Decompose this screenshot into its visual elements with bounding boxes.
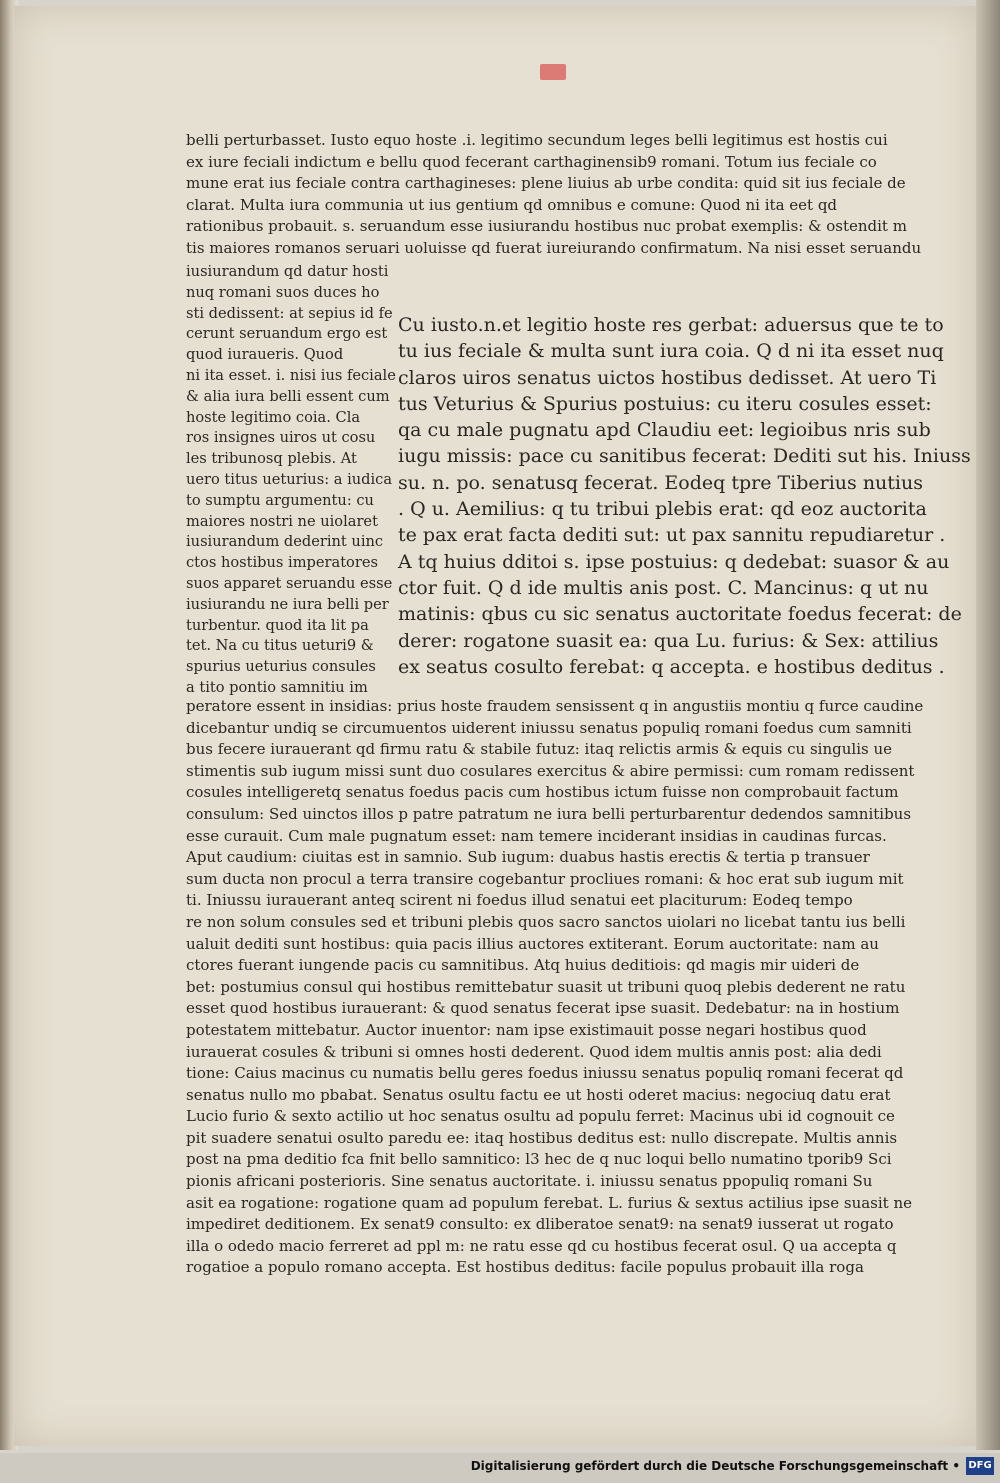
text-line: pionis africani posterioris. Sine senatus auctoritate. i. iniussu senatus ppopuliq romani Su bbox=[186, 1172, 873, 1191]
text-line: post na pma deditio fca fnit bello samnitico: l3 hec de q nuc loqui bello numatino tporib9 Sci bbox=[186, 1150, 892, 1169]
red-stamp-mark bbox=[540, 64, 566, 80]
text-line: ti. Iniussu iurauerant anteq scirent ni foedus illud senatui eet placiturum: Eodeq tempo bbox=[186, 891, 853, 910]
text-line: rationibus probauit. s. seruandum esse iusiurandu hostibus nuc probat exemplis: & ostendit m bbox=[186, 217, 907, 236]
dfg-logo: DFG bbox=[966, 1457, 994, 1475]
text-line: asit ea rogatione: rogatione quam ad populum ferebat. L. furius & sextus actilius ipse suasit ne bbox=[186, 1193, 913, 1212]
text-line: tu ius feciale & multa sunt iura coia. Q d ni ita esset nuq bbox=[398, 340, 944, 363]
text-line: dicebantur undiq se circumuentos uiderent iniussu senatus populiq romani foedus cum samniti bbox=[186, 718, 912, 737]
text-line: clarat. Multa iura communia ut ius gentium qd omnibus e comune: Quod ni ita eet qd bbox=[186, 195, 838, 214]
text-line: cerunt seruandum ergo est bbox=[186, 325, 388, 343]
text-line: & alia iura belli essent cum bbox=[186, 387, 390, 405]
text-line: stimentis sub iugum missi sunt duo cosulares exercitus & abire permissi: cum romam redissent bbox=[186, 761, 915, 780]
text-line: claros uiros senatus uictos hostibus dedisset. At uero Ti bbox=[398, 366, 937, 389]
text-line: ctos hostibus imperatores bbox=[186, 554, 378, 572]
text-line: suos apparet seruandu esse bbox=[186, 574, 393, 592]
text-line: iurauerat cosules & tribuni si omnes hosti dederent. Quod idem multis annis post: alia dedi bbox=[186, 1042, 882, 1061]
text-line: uero titus ueturius: a iudica bbox=[186, 470, 393, 488]
text-line: peratore essent in insidias: prius hoste fraudem sensissent q in angustiis montiu q furce caudine bbox=[186, 697, 924, 715]
text-line: derer: rogatone suasit ea: qua Lu. furius: & Sex: attilius bbox=[398, 629, 939, 652]
text-line: iusiurandu ne iura belli per bbox=[186, 595, 389, 613]
text-line: rogatioe a populo romano accepta. Est hostibus deditus: facile populus probauit illa roga bbox=[186, 1258, 864, 1277]
text-line: tione: Caius macinus cu numatis bellu geres foedus iniussu senatus populiq romani fecerat qd bbox=[186, 1064, 904, 1083]
text-line: tus Veturius & Spurius postuius: cu iteru cosules esset: bbox=[398, 392, 932, 415]
text-line: a tito pontio samnitiu im bbox=[186, 678, 368, 696]
text-line: sti dedissent: at sepius id fe bbox=[186, 304, 393, 322]
text-line: iugu missis: pace cu sanitibus fecerat: Dediti sut his. Iniuss bbox=[398, 445, 971, 468]
text-line: Lucio furio & sexto actilio ut hoc senatus osultu ad populu ferret: Macinus ubi id cognouit ce bbox=[186, 1107, 895, 1126]
text-line: te pax erat facta dediti sut: ut pax sannitu repudiaretur . bbox=[398, 524, 946, 547]
text-line: esset quod hostibus iurauerant: & quod senatus fecerat ipse suasit. Dedebatur: na in hostium bbox=[186, 999, 900, 1018]
text-line: pit suadere senatui osulto paredu ee: itaq hostibus deditus est: nullo discrepate. Multis annis bbox=[186, 1128, 898, 1147]
text-line: tis maiores romanos seruari uoluisse qd fuerat iureiurando confirmatum. Na nisi esset seruandu bbox=[186, 238, 922, 257]
text-line: to sumptu argumentu: cu bbox=[186, 491, 374, 509]
text-line: nuq romani suos duces ho bbox=[186, 283, 380, 301]
text-line: ex seatus cosulto ferebat: q accepta. e hostibus deditus . bbox=[398, 655, 945, 678]
text-line: ctor fuit. Q d ide multis anis post. C. Mancinus: q ut nu bbox=[398, 576, 929, 599]
text-line: sum ducta non procul a terra transire cogebantur procliues romani: & hoc erat sub iugum mit bbox=[186, 869, 904, 888]
text-line: re non solum consules sed et tribuni plebis quos sacro sanctos uiolari no licebat tantu ius belli bbox=[186, 912, 906, 931]
footer-credit: Digitalisierung gefördert durch die Deutsche Forschungsgemeinschaft • bbox=[470, 1459, 960, 1473]
text-line: A tq huius dditoi s. ipse postuius: q dedebat: suasor & au bbox=[398, 550, 950, 573]
text-line: Cu iusto.n.et legitio hoste res gerbat: aduersus que te to bbox=[398, 314, 944, 336]
text-line: qa cu male pugnatu apd Claudiu eet: legioibus nris sub bbox=[398, 419, 931, 442]
text-line: iusiurandum dederint uinc bbox=[186, 533, 384, 551]
text-line: cosules intelligeretq senatus foedus pacis cum hostibus ictum fuisse non comprobauit factum bbox=[186, 783, 899, 802]
text-line: hoste legitimo coia. Cla bbox=[186, 408, 361, 426]
text-line: esse curauit. Cum male pugnatum esset: nam temere inciderant insidias in caudinas furcas. bbox=[186, 826, 887, 845]
text-line: quod iuraueris. Quod bbox=[186, 346, 344, 364]
text-line: su. n. po. senatusq fecerat. Eodeq tpre Tiberius nutius bbox=[398, 471, 923, 494]
text-line: illa o odedo macio ferreret ad ppl m: ne ratu esse qd cu hostibus fecerat osul. Q ua accepta q bbox=[186, 1236, 897, 1255]
text-line: maiores nostri ne uiolaret bbox=[186, 512, 378, 530]
main-text-block bbox=[398, 312, 971, 680]
text-line: consulum: Sed uinctos illos p patre patratum ne iura belli perturbarentur dedendos samnitibus bbox=[186, 804, 912, 823]
text-line: impediret deditionem. Ex senat9 consulto: ex dliberatoe senat9: na senat9 iusserat ut rogato bbox=[186, 1215, 894, 1234]
text-line: tet. Na cu titus ueturi9 & bbox=[186, 637, 374, 655]
text-line: bus fecere iurauerant qd firmu ratu & stabile futuz: itaq relictis armis & equis cu singulis ue bbox=[186, 740, 892, 759]
text-line: Aput caudium: ciuitas est in samnio. Sub iugum: duabus hastis erectis & tertia p transuer bbox=[186, 848, 870, 867]
page-edge bbox=[976, 0, 1000, 1450]
footer-bar bbox=[0, 1453, 1000, 1483]
text-line: bet: postumius consul qui hostibus remittebatur suasit ut tribuni quoq plebis dederent ne ratu bbox=[186, 977, 906, 996]
text-line: senatus nullo mo pbabat. Senatus osultu factu ee ut hosti oderet macius: negociuq datu erat bbox=[186, 1085, 891, 1104]
text-line: turbentur. quod ita lit pa bbox=[186, 616, 369, 634]
text-line: ni ita esset. i. nisi ius feciale bbox=[186, 366, 396, 384]
text-line: ctores fuerant iungende pacis cu samnitibus. Atq huius deditiois: qd magis mir uideri de bbox=[186, 956, 860, 975]
text-line: ros insignes uiros ut cosu bbox=[186, 429, 376, 447]
bottom-commentary-block bbox=[186, 696, 924, 1279]
text-line: mune erat ius feciale contra carthagineses: plene liuius ab urbe condita: quid sit ius feciale de bbox=[186, 174, 906, 193]
text-line: ex iure feciali indictum e bellu quod fecerant carthaginensib9 romani. Totum ius feciale co bbox=[186, 152, 877, 171]
text-line: iusiurandum qd datur hosti bbox=[186, 263, 389, 280]
top-text-block bbox=[186, 130, 922, 260]
text-line: potestatem mittebatur. Auctor inuentor: nam ipse existimauit posse negari hostibus quod bbox=[186, 1020, 867, 1039]
text-line: les tribunosq plebis. At bbox=[186, 450, 357, 468]
text-line: matinis: qbus cu sic senatus auctoritate foedus fecerat: de bbox=[398, 603, 962, 626]
text-line: spurius ueturius consules bbox=[186, 658, 376, 676]
text-line: . Q u. Aemilius: q tu tribui plebis erat: qd eoz auctorita bbox=[398, 498, 927, 521]
text-line: ualuit dediti sunt hostibus: quia pacis illius auctores extiterant. Eorum auctoritate: nam au bbox=[186, 934, 879, 953]
text-line: belli perturbasset. Iusto equo hoste .i. legitimo secundum leges belli legitimus est hostis cui bbox=[186, 131, 888, 149]
left-commentary-column bbox=[186, 262, 396, 699]
